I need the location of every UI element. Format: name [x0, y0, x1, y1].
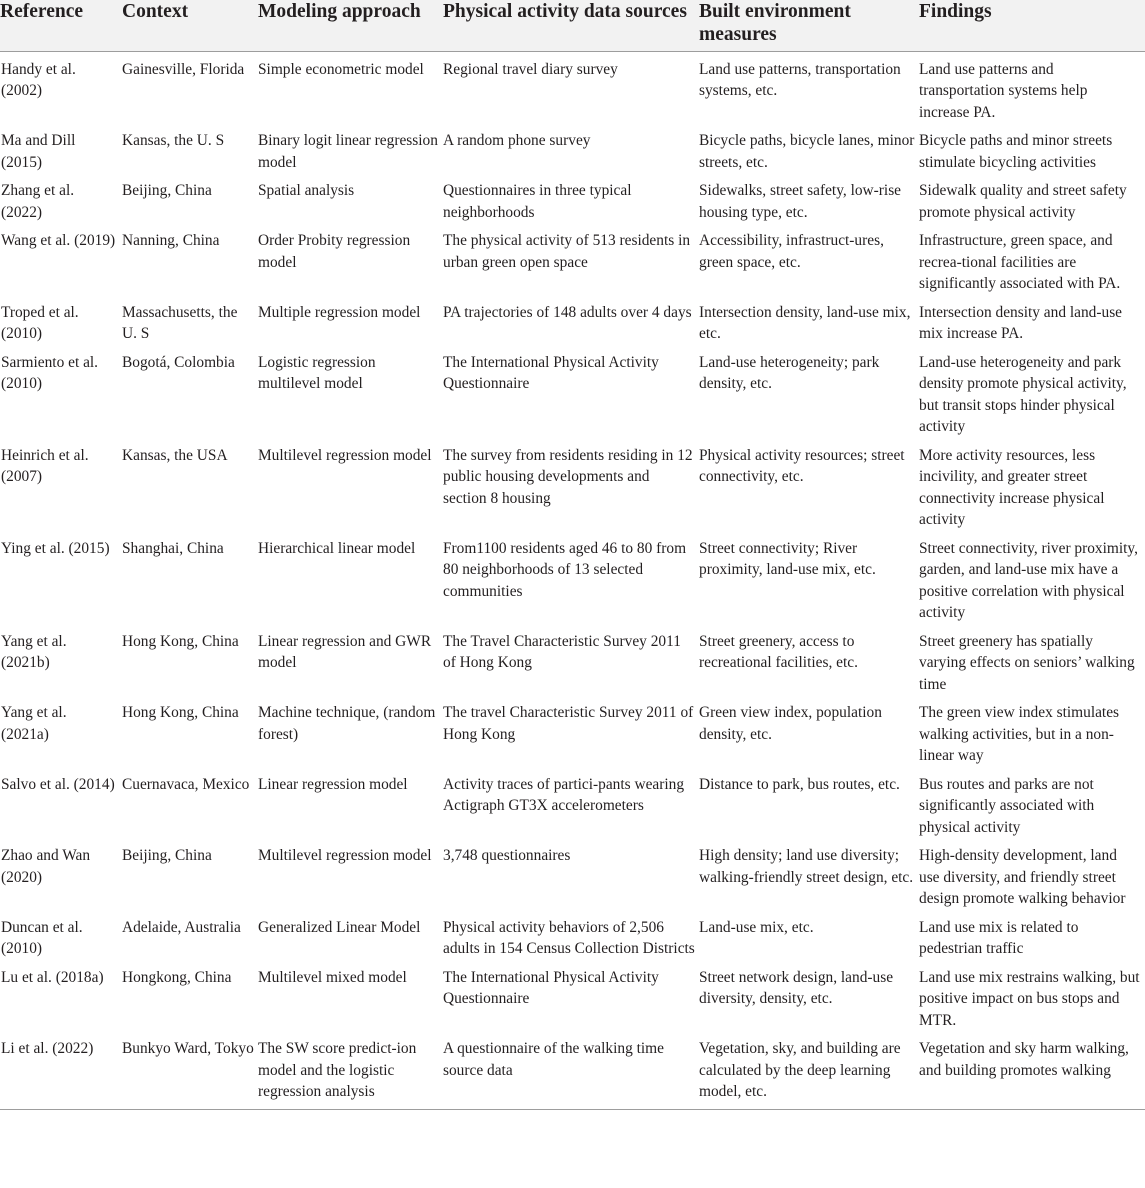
cell-data-source: PA trajectories of 148 adults over 4 days [443, 303, 692, 321]
cell-data-source: Activity traces of partici-pants wearing Actigraph GT3X accelerometers [443, 775, 685, 814]
header-modeling-approach: Modeling approach [258, 0, 443, 51]
cell-modeling-approach: Order Probity regression model [258, 232, 411, 271]
cell-data-source: From1100 residents aged 46 to 80 from 80 neighborhoods of 13 selected communities [443, 539, 687, 600]
cell-context: Beijing, China [122, 847, 212, 864]
cell-built-environment: Physical activity resources; street connectivity, etc. [699, 446, 905, 485]
cell-modeling-approach: The SW score predict-ion model and the logistic regression analysis [258, 1031, 443, 1109]
header-context: Context [122, 0, 258, 51]
cell-context: Massachusetts, the U. S [122, 303, 238, 342]
cell-data-source: The survey from residents residing in 12 public housing developments and section 8 housing [443, 446, 693, 507]
table-row [0, 838, 1145, 910]
table-row [0, 1031, 1145, 1109]
cell-built-environment: High density; land use diversity; walking-friendly street design, etc. [699, 847, 914, 886]
cell-modeling-approach: Multilevel mixed model [258, 968, 407, 986]
table-row [0, 531, 1145, 624]
header-findings: Findings [919, 0, 1145, 51]
cell-built-environment: Land-use heterogeneity; park density, etc. [699, 353, 880, 392]
table-header [0, 0, 1145, 51]
cell-reference: Troped et al. (2010) [1, 303, 79, 342]
table-row [0, 960, 1145, 1032]
table-row [0, 123, 1145, 173]
cell-reference: Ma and Dill (2015) [1, 132, 76, 171]
cell-built-environment: Distance to park, bus routes, etc. [699, 775, 900, 793]
table-row [0, 910, 1145, 960]
cell-findings: Land use patterns and transportation systems help increase PA. [919, 60, 1088, 121]
table-row [0, 295, 1145, 345]
cell-data-source: The travel Characteristic Survey 2011 of Hong Kong [443, 704, 694, 743]
cell-modeling-approach: Binary logit linear regression model [258, 132, 438, 171]
cell-findings: Sidewalk quality and street safety promote physical activity [919, 182, 1127, 221]
table-row [0, 51, 1145, 123]
cell-findings: Land use mix restrains walking, but positive impact on bus stops and MTR. [919, 968, 1140, 1029]
cell-context: Bogotá, Colombia [122, 353, 235, 371]
cell-modeling-approach: Linear regression and GWR model [258, 632, 432, 671]
cell-built-environment: Green view index, population density, etc. [699, 704, 882, 743]
table-row [0, 695, 1145, 767]
cell-context: Gainesville, Florida [122, 60, 245, 78]
cell-context: Adelaide, Australia [122, 918, 241, 936]
table-row [0, 767, 1145, 839]
table-row [0, 223, 1145, 295]
cell-data-source: Physical activity behaviors of 2,506 adults in 154 Census Collection Districts [443, 918, 695, 957]
cell-findings: Street greenery has spatially varying effects on seniors’ walking time [919, 632, 1135, 693]
table-row [0, 624, 1145, 696]
cell-built-environment: Sidewalks, street safety, low-rise housing type, etc. [699, 182, 902, 221]
cell-findings: Vegetation and sky harm walking, and building promotes walking [919, 1031, 1145, 1109]
cell-reference: Handy et al. (2002) [1, 60, 76, 99]
cell-built-environment: Land use patterns, transportation systems, etc. [699, 60, 901, 99]
cell-reference: Yang et al. (2021a) [1, 704, 67, 743]
cell-findings: Land use mix is related to pedestrian traffic [919, 918, 1079, 957]
cell-data-source: 3,748 questionnaires [443, 847, 571, 864]
cell-data-source: A random phone survey [443, 132, 591, 149]
cell-data-source: The Travel Characteristic Survey 2011 of Hong Kong [443, 632, 681, 671]
cell-data-source: Regional travel diary survey [443, 60, 618, 78]
cell-reference: Ying et al. (2015) [1, 539, 110, 557]
cell-findings: Land-use heterogeneity and park density promote physical activity, but transit stops hinder physical activity [919, 353, 1127, 435]
cell-context: Beijing, China [122, 182, 212, 199]
cell-modeling-approach: Logistic regression multilevel model [258, 353, 376, 392]
cell-context: Bunkyo Ward, Tokyo [122, 1031, 258, 1109]
cell-context: Kansas, the U. S [122, 132, 225, 149]
cell-modeling-approach: Multiple regression model [258, 303, 421, 321]
cell-built-environment: Street connectivity; River proximity, land-use mix, etc. [699, 539, 876, 578]
header-row [0, 0, 1145, 51]
cell-context: Nanning, China [122, 232, 220, 249]
table-row [0, 438, 1145, 531]
cell-findings: High-density development, land use diversity, and friendly street design promote walking behavior [919, 847, 1126, 907]
cell-context: Hongkong, China [122, 968, 232, 986]
cell-modeling-approach: Machine technique, (random forest) [258, 704, 436, 743]
cell-context: Kansas, the USA [122, 446, 228, 464]
cell-data-source: The International Physical Activity Questionnaire [443, 353, 659, 392]
cell-data-source: A questionnaire of the walking time source data [443, 1031, 699, 1109]
cell-built-environment: Street greenery, access to recreational facilities, etc. [699, 632, 858, 671]
cell-data-source: Questionnaires in three typical neighborhoods [443, 182, 632, 221]
cell-context: Hong Kong, China [122, 632, 239, 650]
cell-findings: Infrastructure, green space, and recrea-tional facilities are significantly associated with PA. [919, 232, 1121, 292]
cell-findings: More activity resources, less incivility, and greater street connectivity increase physical activity [919, 446, 1105, 528]
cell-data-source: The physical activity of 513 residents in urban green open space [443, 232, 691, 271]
table-body [0, 51, 1145, 1109]
cell-context: Cuernavaca, Mexico [122, 775, 250, 793]
cell-built-environment: Street network design, land-use diversity, density, etc. [699, 968, 894, 1007]
cell-reference: Wang et al. (2019) [1, 232, 116, 249]
cell-modeling-approach: Multilevel regression model [258, 847, 432, 864]
cell-findings: Bicycle paths and minor streets stimulate bicycling activities [919, 132, 1113, 171]
cell-data-source: The International Physical Activity Questionnaire [443, 968, 659, 1007]
cell-reference: Salvo et al. (2014) [1, 775, 115, 793]
cell-findings: The green view index stimulates walking activities, but in a non-linear way [919, 704, 1120, 764]
cell-reference: Heinrich et al. (2007) [1, 446, 89, 485]
cell-modeling-approach: Spatial analysis [258, 182, 355, 199]
cell-built-environment: Vegetation, sky, and building are calculated by the deep learning model, etc. [699, 1031, 919, 1109]
cell-findings: Street connectivity, river proximity, garden, and land-use mix have a positive correlation with physical activity [919, 539, 1138, 621]
header-built-environment-measures: Built environment measures [699, 0, 919, 51]
cell-modeling-approach: Simple econometric model [258, 60, 424, 78]
header-reference: Reference [0, 0, 122, 51]
cell-reference: Zhang et al. (2022) [1, 182, 75, 221]
cell-modeling-approach: Multilevel regression model [258, 446, 432, 464]
cell-built-environment: Bicycle paths, bicycle lanes, minor streets, etc. [699, 132, 915, 171]
cell-context: Shanghai, China [122, 539, 224, 557]
cell-reference: Sarmiento et al. (2010) [1, 353, 99, 392]
cell-modeling-approach: Hierarchical linear model [258, 539, 416, 557]
cell-reference: Duncan et al. (2010) [1, 918, 83, 957]
cell-reference: Yang et al. (2021b) [1, 632, 67, 671]
cell-findings: Bus routes and parks are not significantly associated with physical activity [919, 775, 1095, 836]
table-row [0, 345, 1145, 438]
cell-built-environment: Accessibility, infrastruct-ures, green space, etc. [699, 232, 884, 271]
cell-modeling-approach: Linear regression model [258, 775, 408, 793]
cell-reference: Zhao and Wan (2020) [1, 847, 91, 886]
cell-modeling-approach: Generalized Linear Model [258, 918, 421, 936]
cell-built-environment: Intersection density, land-use mix, etc. [699, 303, 911, 342]
cell-reference: Lu et al. (2018a) [1, 968, 104, 986]
cell-context: Hong Kong, China [122, 704, 239, 721]
cell-reference: Li et al. (2022) [0, 1031, 122, 1109]
cell-findings: Intersection density and land-use mix increase PA. [919, 303, 1123, 342]
cell-built-environment: Land-use mix, etc. [699, 918, 814, 936]
header-physical-activity-data-sources: Physical activity data sources [443, 0, 699, 51]
table-row [0, 173, 1145, 223]
